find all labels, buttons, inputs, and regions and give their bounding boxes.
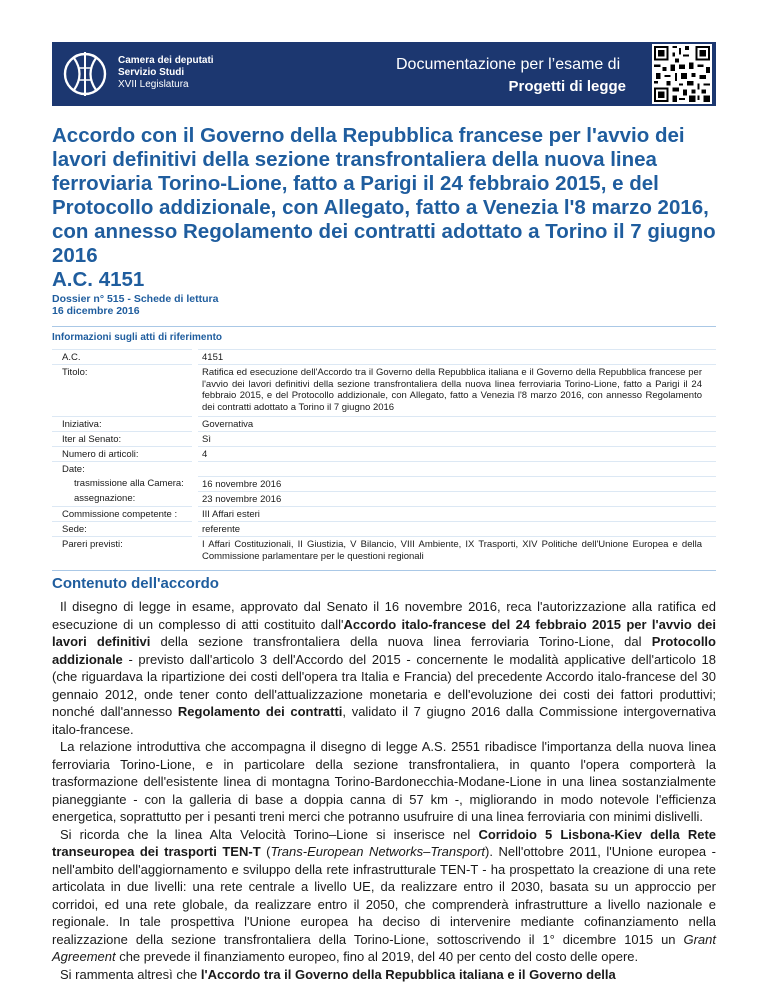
info-value: Sì	[198, 431, 716, 446]
institution-name	[118, 55, 214, 91]
title-main: Accordo con il Governo della Repubblica francese per l'avvio dei lavori definitivi della sezione transfrontaliera della nuova linea ferroviaria Torino-Lione, fatto a Parigi il 24 febbraio 2015, e del Protocollo addizionale, con Allegato, fatto a Venezia l'8 marzo 2016, con annesso Regolamento dei contratti adottato a Torino il 7 giugno 2016	[52, 124, 716, 267]
info-label: Numero di articoli:	[52, 446, 192, 461]
info-row	[52, 416, 716, 431]
text-run: della sezione transfrontaliera della nuova linea ferroviaria Torino-Lione, dal	[150, 634, 652, 649]
info-value: referente	[198, 521, 716, 536]
text-run: Si rammenta altresì che	[60, 966, 201, 982]
info-value: 4151	[198, 349, 716, 364]
paragraph: La relazione introduttiva che accompagna il disegno di legge A.S. 2551 ribadisce l'importanza della nuova linea ferroviaria Torino-Lione, e in particolare della sezione transfrontaliera, in quanto l'opera comporterà la trasformazione dell'esistente linea di montagna Torino-Bardonecchia-Modane-Lione in una linea sostanzialmente pianeggiante - con la galleria di base a doppia canna di 57 km -, migliorando in modo notevole l'efficienza energetica, soprattutto per i pesanti treni merci che potranno usufruire di una linea ferroviaria con minimi dislivelli.	[52, 739, 716, 824]
title-ac-number: A.C. 4151	[52, 268, 145, 291]
info-label: assegnazione:	[74, 493, 136, 504]
body-text	[52, 598, 716, 983]
info-row	[52, 491, 716, 506]
institution-line2: Servizio Studi	[118, 67, 185, 78]
info-label: Titolo:	[52, 364, 192, 413]
info-value: III Affari esteri	[198, 506, 716, 521]
info-label: Commissione competente :	[52, 506, 192, 521]
paragraph	[52, 826, 716, 966]
text-run: - previsto dall'articolo 3 dell'Accordo del 2015 - concernente le modalità applicative dell'articolo 18 (che riguardava la ripartizione dei costi dell'opera tra Italia e Francia) del precedente Accordo italo-francese del 30 gennaio 2012, onde tener conto dell'attualizzazione monetaria e dell'evoluzione dei costi dei fattori produttivi; nonché dall'annesso	[52, 651, 716, 719]
info-value	[198, 461, 716, 476]
info-value: Ratifica ed esecuzione dell'Accordo tra il Governo della Repubblica italiana e il Governo della Repubblica francese per l'avvio dei lavori definitivi della sezione transfrontaliera della nuova linea ferroviaria Torino-Lione, fatto a Parigi il 24 febbraio 2015, e del Protocollo addizionale, con Allegato, fatto a Venezia l'8 marzo 2016, con annesso Regolamento dei contratti adottato a Torino il 7 giugno 2016	[198, 364, 716, 413]
dossier-info	[52, 293, 218, 317]
text-run-bold: Protocollo addizionale	[52, 634, 716, 667]
text-run: ). Nell'ottobre 2011, l'Unione europea - nell'ambito dell'aggiornamento e sviluppo della rete infrastrutturale TEN-T - ha prospettato la creazione di una rete articolata in due livelli: una rete centrale a livello UE, da realizzare entro il 2030, basata su un approccio per corridoi, ed una rete globale, da realizzare entro il 2050, che comprenderà infrastrutture a livello nazionale e regionale. In tale prospettiva l'Unione europea ha deciso di intervenire mediante cofinanziamento nella realizzazione della sezione transfrontaliera della Torino-Lione, sottoscrivendo il 1° dicembre 1015 un	[52, 844, 716, 947]
info-value: I Affari Costituzionali, II Giustizia, V Bilancio, VIII Ambiente, IX Trasporti, XIV Politiche dell'Unione Europea e della Commissione parlamentare per le questioni regionali	[198, 536, 716, 562]
info-row	[52, 431, 716, 446]
paragraph	[52, 966, 716, 984]
text-run: Il disegno di legge in esame, approvato dal Senato il 16 novembre 2016, reca l'autorizzazione alla ratifica ed esecuzione di un complesso di atti costituito dall'	[52, 599, 716, 632]
info-row	[52, 521, 716, 536]
info-row	[52, 506, 716, 521]
info-row	[52, 446, 716, 461]
info-row	[52, 349, 716, 364]
doc-type-label: Progetti di legge	[508, 78, 626, 95]
info-label: Iter al Senato:	[52, 431, 192, 446]
info-row	[52, 364, 716, 413]
text-run-bold: Corridoio 5 Lisbona-Kiev della Rete transeuropea dei trasporti TEN-T	[52, 826, 716, 859]
text-run: (	[260, 844, 271, 859]
info-heading: Informazioni sugli atti di riferimento	[52, 332, 223, 343]
text-run: , validato il 7 giugno 2016 dalla Commissione intergovernativa italo-francese.	[52, 704, 716, 737]
info-label: Pareri previsti:	[52, 536, 192, 562]
info-value: 4	[198, 446, 716, 461]
text-run-bold: l'Accordo tra il Governo della Repubblica italiana e il Governo della	[200, 966, 616, 982]
info-row	[52, 476, 716, 491]
dossier-number: Dossier n° 515 - Schede di lettura	[52, 293, 219, 305]
info-value: Governativa	[198, 416, 716, 431]
text-run: Si ricorda che la linea Alta Velocità Torino–Lione si inserisce nel	[60, 826, 479, 842]
qr-code-icon[interactable]	[652, 44, 712, 104]
text-run: che prevede il finanziamento europeo, fino al 2019, del 40 per cento del costo delle opere.	[115, 949, 639, 964]
info-label: Iniziativa:	[52, 416, 192, 431]
text-run-bold: Accordo italo-francese del 24 febbraio 2015 per l'avvio dei lavori definitivi	[52, 616, 716, 649]
info-label: A.C.	[52, 349, 192, 364]
text-run-italic: Grant Agreement	[52, 931, 716, 964]
info-value: 23 novembre 2016	[198, 491, 716, 506]
reference-info-table	[52, 326, 716, 566]
header-banner	[52, 42, 716, 106]
info-label: trasmissione alla Camera:	[74, 478, 184, 489]
info-value: 16 novembre 2016	[198, 476, 716, 491]
camera-deputati-logo	[60, 48, 110, 100]
institution-line1: Camera dei deputati	[118, 55, 214, 66]
info-row	[52, 461, 716, 476]
text-run-bold: Regolamento dei contratti	[177, 704, 343, 719]
paragraph	[52, 598, 716, 738]
doc-for-label: Documentazione per l’esame di	[396, 56, 621, 73]
text-run-italic: Trans-European Networks–Transport	[270, 844, 486, 859]
info-label: Sede:	[52, 521, 192, 536]
dossier-date: 16 dicembre 2016	[52, 305, 140, 317]
section-heading: Contenuto dell'accordo	[52, 575, 219, 592]
info-label: Date:	[52, 461, 192, 476]
institution-line3: XVII Legislatura	[118, 79, 189, 90]
page-title	[52, 124, 732, 292]
section-divider	[52, 570, 716, 571]
info-row	[52, 536, 716, 562]
